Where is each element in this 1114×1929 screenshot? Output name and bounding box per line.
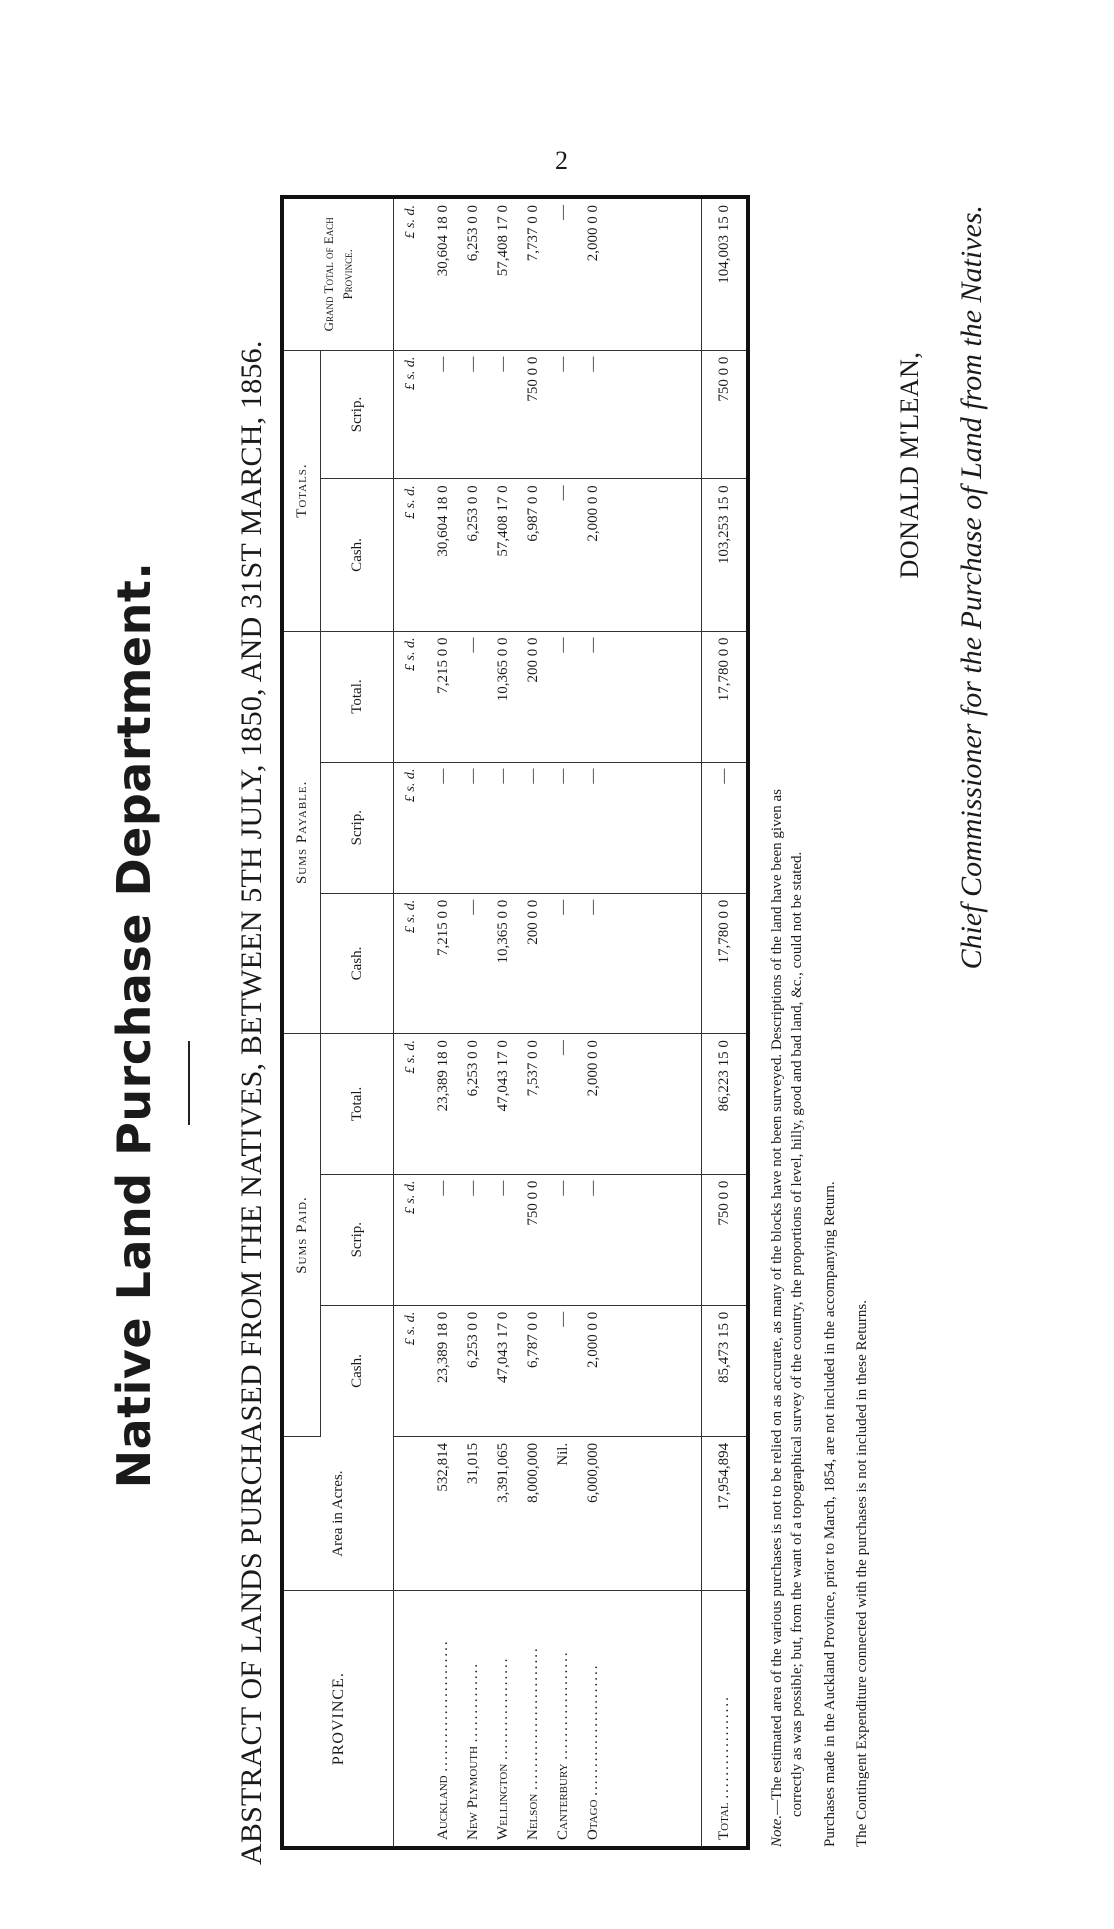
department-title: Native Land Purchase Department. [107,561,161,1489]
area-cell: 532,814 [428,1436,458,1591]
spacer-cell [608,199,702,350]
totals-cash-cell: 2,000 0 0 [578,479,608,631]
grand-total-cell: 57,408 17 0 [488,199,518,350]
table-row [578,199,608,1846]
abstract-title-sup-2: ST [235,543,268,579]
payable-cash-header: Cash. [321,893,394,1033]
auckland-note: Purchases made in the Auckland Province, prior to March, 1854, are not included in the accompanying Return. [821,1181,838,1847]
province-header: PROVINCE. [284,1591,394,1846]
paid-cash-header: Cash. [321,1305,394,1436]
contingent-note: The Contingent Expenditure connected with the purchases is not included in these Returns. [853,1300,870,1847]
area-cell: 6,000,000 [578,1436,608,1591]
note-paragraph [767,197,808,1847]
totals-cash-cell: 30,604 18 0 [428,479,458,631]
paid-total-cell: 2,000 0 0 [578,1034,608,1174]
leader-dots: .................. [715,1695,732,1799]
province-name: Canterbury [554,1763,571,1840]
payable-scrip-cell: — [488,762,518,893]
totals-cash-cell: 6,987 0 0 [518,479,548,631]
grand-total-cell: — [548,199,578,350]
payable-total-cell: — [458,631,488,762]
paid-scrip-cell: — [428,1174,458,1305]
units-cell: £ s. d. [394,893,429,1033]
payable-total-cell: — [548,631,578,762]
spacer-cell [608,893,702,1033]
note-text-1: —The estimated area of the various purchases is not to be relied on as accurate, as many of the blocks have not been surveyed. Descriptions of the land have been given as [769,789,785,1815]
abstract-table [284,199,746,1846]
spacer-cell [608,631,702,762]
sums-paid-header: Sums Paid. [284,1034,321,1437]
province-name: New Plymouth [464,1746,481,1840]
units-cell [394,1591,429,1846]
province-cell [428,1591,458,1846]
payable-cash-cell: 17,780 0 0 [702,893,747,1033]
units-row [394,199,429,1846]
province-cell [458,1591,488,1846]
province-cell [548,1591,578,1846]
payable-cash-cell: 7,215 0 0 [428,893,458,1033]
signatory-title: Chief Commissioner for the Purchase of Land from the Natives. [955,205,988,970]
page-number: 2 [555,146,568,175]
paid-total-header: Total. [321,1034,394,1174]
province-cell [702,1591,747,1846]
table-total-row [702,199,747,1846]
totals-scrip-header: Scrip. [321,350,394,479]
paid-total-cell: 23,389 18 0 [428,1034,458,1174]
signature-block [895,205,925,725]
totals-scrip-cell: — [428,350,458,479]
grand-total-cell: 30,604 18 0 [428,199,458,350]
paid-scrip-cell: — [488,1174,518,1305]
leader-dots: ......................... [524,1646,541,1790]
units-cell: £ s. d. [394,1174,429,1305]
payable-scrip-cell: — [702,762,747,893]
paid-cash-cell: 2,000 0 0 [578,1305,608,1436]
grand-total-header: Grand Total of Each Province. [284,199,394,350]
province-name: Wellington [494,1763,511,1840]
leader-dots: .................. [494,1656,511,1760]
paid-cash-cell: 23,389 18 0 [428,1305,458,1436]
payable-cash-cell: — [578,893,608,1033]
province-name: Total [715,1802,732,1840]
payable-scrip-cell: — [458,762,488,893]
payable-scrip-cell: — [518,762,548,893]
paid-scrip-header: Scrip. [321,1174,394,1305]
totals-scrip-cell: — [578,350,608,479]
grand-total-cell: 2,000 0 0 [578,199,608,350]
payable-total-cell: — [578,631,608,762]
paid-total-cell: — [548,1034,578,1174]
units-cell: £ s. d. [394,479,429,631]
note-text-2: correctly as was possible; but, from the want of a topographical survey of the country, the proportions of level, hilly, good and bad land, &c., could not be stated. [789,851,806,1817]
paid-cash-cell: 85,473 15 0 [702,1305,747,1436]
totals-scrip-cell: 750 0 0 [702,350,747,479]
abstract-title-part-1: ABSTRACT OF LANDS PURCHASED FROM THE NATIVES, BETWEEN 5 [235,887,268,1865]
area-cell: 3,391,065 [488,1436,518,1591]
paid-scrip-cell: 750 0 0 [518,1174,548,1305]
spacer-cell [608,479,702,631]
table-row [548,199,578,1846]
spacer-cell [608,1174,702,1305]
area-header: Area in Acres. [284,1436,394,1591]
paid-scrip-cell: — [548,1174,578,1305]
rotated-page-content [25,145,1035,1905]
province-cell [488,1591,518,1846]
area-cell: 17,954,894 [702,1436,747,1591]
payable-total-header: Total. [321,631,394,762]
paid-cash-cell: — [548,1305,578,1436]
table-row [458,199,488,1846]
payable-scrip-cell: — [578,762,608,893]
totals-header: Totals. [284,350,321,631]
spacer-cell [608,762,702,893]
payable-cash-cell: 200 0 0 [518,893,548,1033]
totals-cash-cell: — [548,479,578,631]
units-cell [394,1436,429,1591]
leader-dots: ................... [554,1650,571,1760]
leader-dots: .............. [464,1661,481,1743]
title-rule [188,1041,190,1125]
payable-total-cell: 7,215 0 0 [428,631,458,762]
units-cell: £ s. d. [394,631,429,762]
paid-total-cell: 47,043 17 0 [488,1034,518,1174]
grand-total-cell: 104,003 15 0 [702,199,747,350]
province-name: Auckland [434,1775,451,1840]
payable-scrip-cell: — [428,762,458,893]
province-cell [518,1591,548,1846]
area-cell: Nil. [548,1436,578,1591]
province-cell [578,1591,608,1846]
notes-section [767,197,884,1847]
payable-scrip-cell: — [548,762,578,893]
totals-cash-cell: 57,408 17 0 [488,479,518,631]
paid-total-cell: 6,253 0 0 [458,1034,488,1174]
payable-total-cell: 17,780 0 0 [702,631,747,762]
spacer-cell [608,1305,702,1436]
units-cell: £ s. d. [394,1034,429,1174]
table-row [518,199,548,1846]
sums-payable-header: Sums Payable. [284,631,321,1034]
signatory-name: DONALD M'LEAN, [895,351,924,579]
units-cell: £ s. d. [394,199,429,350]
spacer-cell [608,1591,702,1846]
paid-scrip-cell: 750 0 0 [702,1174,747,1305]
province-name: Otago [584,1799,601,1840]
units-cell: £ s. d. [394,350,429,479]
grand-total-cell: 7,737 0 0 [518,199,548,350]
units-cell: £ s. d. [394,762,429,893]
leader-dots: ....................... [584,1663,601,1796]
paid-cash-cell: 6,253 0 0 [458,1305,488,1436]
spacer-cell [608,350,702,479]
totals-scrip-cell: — [548,350,578,479]
grand-total-cell: 6,253 0 0 [458,199,488,350]
spacer-cell [608,1436,702,1591]
totals-cash-header: Cash. [321,479,394,631]
payable-cash-cell: — [548,893,578,1033]
abstract-title-part-3: MARCH, 1856. [235,340,268,544]
province-name: Nelson [524,1793,541,1840]
table-spacer-row [608,199,702,1846]
payable-cash-cell: — [458,893,488,1033]
payable-cash-cell: 10,365 0 0 [488,893,518,1033]
table-row [488,199,518,1846]
totals-scrip-cell: — [458,350,488,479]
paid-cash-cell: 6,787 0 0 [518,1305,548,1436]
totals-cash-cell: 6,253 0 0 [458,479,488,631]
leader-dots: ....................... [434,1639,451,1772]
area-cell: 8,000,000 [518,1436,548,1591]
totals-scrip-cell: 750 0 0 [518,350,548,479]
units-cell: £ s. d. [394,1305,429,1436]
abstract-title [235,185,269,1865]
abstract-title-sup-1: TH [235,847,268,888]
abstract-title-part-2: JULY, 1850, AND 31 [235,578,268,848]
abstract-table-frame [280,195,750,1850]
paid-scrip-cell: — [578,1174,608,1305]
area-cell: 31,015 [458,1436,488,1591]
table-row [428,199,458,1846]
spacer-cell [608,1034,702,1174]
paid-total-cell: 86,223 15 0 [702,1034,747,1174]
paid-total-cell: 7,537 0 0 [518,1034,548,1174]
paid-scrip-cell: — [458,1174,488,1305]
payable-total-cell: 200 0 0 [518,631,548,762]
paid-cash-cell: 47,043 17 0 [488,1305,518,1436]
totals-scrip-cell: — [488,350,518,479]
payable-scrip-header: Scrip. [321,762,394,893]
note-label: Note. [769,1814,785,1847]
totals-cash-cell: 103,253 15 0 [702,479,747,631]
payable-total-cell: 10,365 0 0 [488,631,518,762]
